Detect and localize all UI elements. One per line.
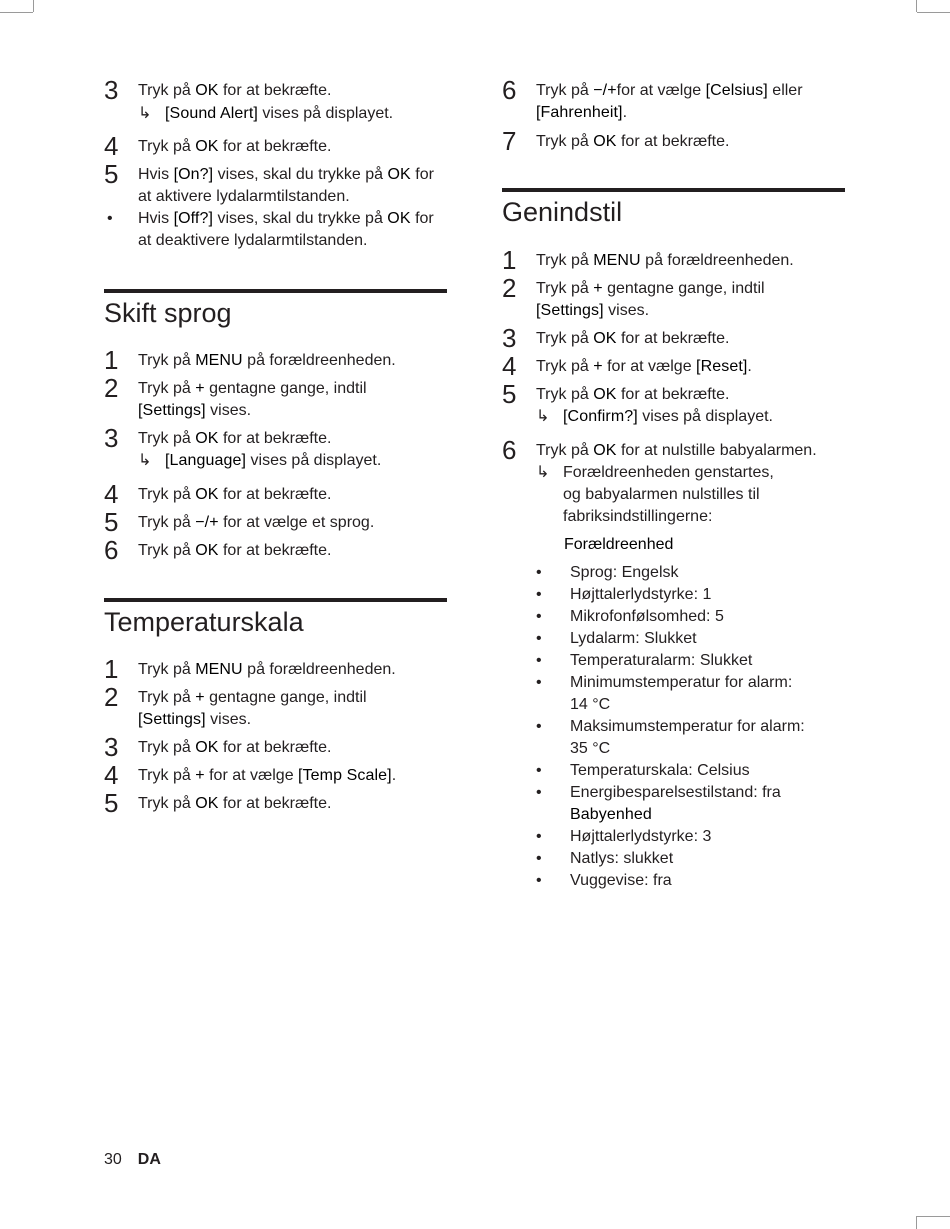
- step: [104, 131, 447, 161]
- section-heading: Skift sprog: [104, 298, 232, 328]
- step-number: 2: [502, 273, 517, 303]
- text: Tryk på: [138, 82, 196, 99]
- list-item: [536, 848, 845, 870]
- step: [502, 323, 845, 353]
- step-text: [138, 793, 447, 815]
- text: .: [622, 104, 628, 121]
- section-rule: [104, 289, 447, 293]
- list-item: [536, 760, 845, 782]
- step: [502, 126, 845, 156]
- text: gentagne gange, indtil: [602, 280, 765, 297]
- step: [104, 423, 447, 472]
- step-text: [138, 80, 447, 102]
- text: Tryk på: [138, 486, 196, 503]
- section-rule: [104, 598, 447, 602]
- key-label: +: [593, 280, 603, 297]
- key-label: OK: [195, 138, 219, 155]
- text: Tryk på: [536, 358, 594, 375]
- text: for at bekræfte.: [616, 133, 730, 150]
- key-label: −/+: [593, 82, 617, 99]
- list-item-text: Temperaturskala: Celsius: [570, 762, 750, 779]
- key-label: MENU: [593, 252, 641, 269]
- text: Tryk på: [138, 795, 196, 812]
- step-number: 5: [104, 788, 119, 818]
- step-text: [536, 384, 845, 406]
- step-number: 3: [104, 423, 119, 453]
- step: [104, 75, 447, 105]
- text: for at nulstille babyalarmen.: [616, 442, 817, 459]
- key-label: OK: [593, 386, 617, 403]
- step-text: [138, 136, 447, 158]
- crop-mark: [916, 1216, 917, 1229]
- step-text: [138, 208, 447, 252]
- text: for at bekræfte.: [218, 739, 332, 756]
- bullet-icon: •: [536, 872, 542, 889]
- step: [104, 345, 447, 375]
- step-number: 6: [502, 435, 517, 465]
- list-item-text: Højttalerlydstyrke: 1: [570, 586, 712, 603]
- step: [104, 373, 447, 422]
- step-text: [536, 440, 845, 462]
- step: [502, 273, 845, 322]
- key-label: OK: [387, 210, 411, 227]
- key-label: OK: [195, 542, 219, 559]
- step-number: 2: [104, 682, 119, 712]
- key-label: [Confirm?]: [563, 408, 638, 425]
- step-number: 7: [502, 126, 517, 156]
- bullet-icon: •: [107, 210, 113, 227]
- text: for at bekræfte.: [218, 430, 332, 447]
- text: for at bekræfte.: [616, 386, 730, 403]
- text: Tryk på: [138, 430, 196, 447]
- key-label: [On?]: [173, 166, 214, 183]
- text: gentagne gange, indtil: [204, 380, 367, 397]
- text: for at bekræfte.: [218, 82, 332, 99]
- text: vises.: [205, 402, 252, 419]
- step-text: [138, 737, 447, 759]
- bullet-icon: •: [536, 718, 542, 735]
- step-text: [138, 428, 447, 450]
- step: [502, 435, 845, 528]
- section-heading: Genindstil: [502, 197, 623, 227]
- text: på forældreenheden.: [242, 352, 396, 369]
- step: [104, 507, 447, 537]
- text: Tryk på: [138, 661, 196, 678]
- text: for at deaktivere lydalarmtilstanden.: [138, 210, 434, 249]
- text: for at aktivere lydalarmtilstanden.: [138, 166, 434, 205]
- step-text: [138, 484, 447, 506]
- text: Tryk på: [138, 689, 196, 706]
- text: for at vælge: [204, 767, 299, 784]
- bullet-icon: •: [536, 564, 542, 581]
- text: vises, skal du trykke på: [213, 166, 388, 183]
- section-rule: [502, 188, 845, 192]
- key-label: [Settings]: [138, 402, 206, 419]
- text: Tryk på: [536, 252, 594, 269]
- baby-unit-label: Babyenhed: [570, 806, 652, 823]
- step: [502, 245, 845, 275]
- page-footer: [104, 1150, 161, 1170]
- step: [502, 75, 845, 124]
- page-number: 30: [104, 1151, 122, 1168]
- text: på forældreenheden.: [242, 661, 396, 678]
- text: på forældreenheden.: [640, 252, 794, 269]
- step-number: 5: [104, 159, 119, 189]
- text: vises på displayet.: [637, 408, 773, 425]
- step-text: [536, 250, 845, 272]
- step-text: [536, 278, 845, 322]
- text: vises.: [205, 711, 252, 728]
- key-label: OK: [593, 330, 617, 347]
- key-label: [Celsius]: [705, 82, 768, 99]
- step-number: 5: [104, 507, 119, 537]
- key-label: OK: [387, 166, 411, 183]
- arrow-icon: ↳: [536, 464, 550, 481]
- bullet-icon: •: [536, 828, 542, 845]
- list-item: [536, 870, 845, 892]
- key-label: +: [195, 767, 205, 784]
- text: Hvis: [138, 166, 174, 183]
- list-item: [536, 584, 845, 606]
- text: Tryk på: [536, 386, 594, 403]
- step: [104, 654, 447, 684]
- text: for at bekræfte.: [218, 486, 332, 503]
- text: for at bekræfte.: [218, 795, 332, 812]
- key-label: +: [195, 380, 205, 397]
- step-result: [104, 103, 447, 125]
- crop-mark: [917, 12, 950, 13]
- text: for at vælge et sprog.: [218, 514, 375, 531]
- key-label: OK: [195, 739, 219, 756]
- bullet-icon: •: [536, 652, 542, 669]
- bullet-icon: •: [536, 586, 542, 603]
- step: [104, 788, 447, 818]
- bullet-icon: •: [536, 762, 542, 779]
- step-text: [138, 378, 447, 422]
- key-label: [Settings]: [138, 711, 206, 728]
- key-label: MENU: [195, 352, 243, 369]
- text: Tryk på: [536, 82, 594, 99]
- list-item: [536, 628, 845, 650]
- section-heading: Temperaturskala: [104, 607, 304, 637]
- step-number: 6: [502, 75, 517, 105]
- step: [104, 479, 447, 509]
- defaults-subheading: Forældreenhed: [564, 536, 674, 553]
- step-text: [536, 131, 845, 153]
- step-text: [138, 687, 447, 731]
- text: Tryk på: [138, 542, 196, 559]
- key-label: OK: [593, 133, 617, 150]
- step-number: 6: [104, 535, 119, 565]
- list-item-text: Vuggevise: fra: [570, 872, 672, 889]
- key-label: [Temp Scale]: [298, 767, 392, 784]
- step-text: [138, 512, 447, 534]
- list-item-text: Temperaturalarm: Slukket: [570, 652, 753, 669]
- list-item: [536, 562, 845, 584]
- step-text: [138, 350, 447, 372]
- text: for at bekræfte.: [616, 330, 730, 347]
- text: for at bekræfte.: [218, 542, 332, 559]
- text: vises på displayet.: [246, 452, 382, 469]
- step-number: 5: [502, 379, 517, 409]
- crop-mark: [0, 12, 33, 13]
- step-number: 4: [104, 479, 119, 509]
- key-label: OK: [195, 795, 219, 812]
- text: Tryk på: [138, 380, 196, 397]
- text: Hvis: [138, 210, 174, 227]
- step-text: [138, 659, 447, 681]
- key-label: OK: [195, 82, 219, 99]
- key-label: [Fahrenheit]: [536, 104, 623, 121]
- step-text: [536, 80, 845, 124]
- step: [104, 159, 447, 208]
- text: vises på displayet.: [257, 105, 394, 122]
- text: Tryk på: [138, 767, 196, 784]
- list-item-text: Maksimumstemperatur for alarm: 35 °C: [570, 718, 805, 757]
- bullet-step: [104, 208, 447, 252]
- step: [104, 732, 447, 762]
- key-label: +: [593, 358, 603, 375]
- key-label: [Language]: [165, 452, 247, 469]
- crop-mark: [916, 0, 917, 12]
- key-label: OK: [593, 442, 617, 459]
- list-item-text: Natlys: slukket: [570, 850, 674, 867]
- text: gentagne gange, indtil: [204, 689, 367, 706]
- key-label: +: [195, 689, 205, 706]
- crop-mark: [33, 0, 34, 12]
- list-item-text: Mikrofonfølsomhed: 5: [570, 608, 724, 625]
- list-item-text: Energibesparelsestilstand: fra: [570, 784, 781, 801]
- text: for at vælge: [602, 358, 697, 375]
- arrow-icon: ↳: [536, 408, 550, 425]
- text: vises, skal du trykke på: [213, 210, 388, 227]
- step-number: 4: [104, 760, 119, 790]
- key-label: MENU: [195, 661, 243, 678]
- list-item: [536, 716, 805, 760]
- step-text: [138, 765, 447, 787]
- crop-mark: [917, 1216, 950, 1217]
- step-number: 3: [104, 75, 119, 105]
- list-item: [536, 606, 845, 628]
- step-number: 4: [502, 351, 517, 381]
- text: Tryk på: [138, 352, 196, 369]
- step-number: 1: [104, 345, 119, 375]
- arrow-icon: ↳: [138, 105, 152, 122]
- key-label: [Sound Alert]: [165, 105, 258, 122]
- list-item-text: Minimumstemperatur for alarm: 14 °C: [570, 674, 793, 713]
- language-code: DA: [137, 1151, 161, 1168]
- text: .: [391, 767, 397, 784]
- step-text: [536, 328, 845, 350]
- key-label: OK: [195, 486, 219, 503]
- step: [502, 351, 845, 381]
- step-number: 2: [104, 373, 119, 403]
- step: [104, 682, 447, 731]
- step-text: [138, 540, 447, 562]
- step-number: 3: [104, 732, 119, 762]
- key-label: [Off?]: [173, 210, 213, 227]
- step-number: 4: [104, 131, 119, 161]
- step-number: 1: [104, 654, 119, 684]
- list-item: [536, 782, 845, 826]
- text: Tryk på: [138, 514, 196, 531]
- list-item: [536, 826, 845, 848]
- step-number: 1: [502, 245, 517, 275]
- text: Tryk på: [138, 138, 196, 155]
- bullet-icon: •: [536, 608, 542, 625]
- text: eller: [767, 82, 803, 99]
- list-item-text: Lydalarm: Slukket: [570, 630, 697, 647]
- text: Tryk på: [536, 330, 594, 347]
- text: for at bekræfte.: [218, 138, 332, 155]
- list-item: [536, 672, 805, 716]
- step-text: [138, 164, 447, 208]
- list-item: [536, 650, 845, 672]
- step-text: [536, 356, 845, 378]
- key-label: OK: [195, 430, 219, 447]
- key-label: [Settings]: [536, 302, 604, 319]
- defaults-list: [536, 562, 845, 892]
- key-label: [Reset]: [696, 358, 748, 375]
- text: Tryk på: [536, 442, 594, 459]
- text: Tryk på: [138, 739, 196, 756]
- text: vises.: [603, 302, 650, 319]
- result-text: Forældreenheden genstartes, og babyalarmen nulstilles til fabriksindstillingerne:: [563, 464, 774, 525]
- text: Tryk på: [536, 133, 594, 150]
- list-item-text: Sprog: Engelsk: [570, 564, 679, 581]
- bullet-icon: •: [536, 630, 542, 647]
- step: [104, 760, 447, 790]
- bullet-icon: •: [536, 674, 542, 691]
- bullet-icon: •: [536, 850, 542, 867]
- arrow-icon: ↳: [138, 452, 152, 469]
- bullet-icon: •: [536, 784, 542, 801]
- step-number: 3: [502, 323, 517, 353]
- step: [104, 535, 447, 565]
- text: for at vælge: [616, 82, 706, 99]
- key-label: −/+: [195, 514, 219, 531]
- list-item-text: Højttalerlydstyrke: 3: [570, 828, 712, 845]
- step: [502, 379, 845, 428]
- text: .: [747, 358, 752, 375]
- text: Tryk på: [536, 280, 594, 297]
